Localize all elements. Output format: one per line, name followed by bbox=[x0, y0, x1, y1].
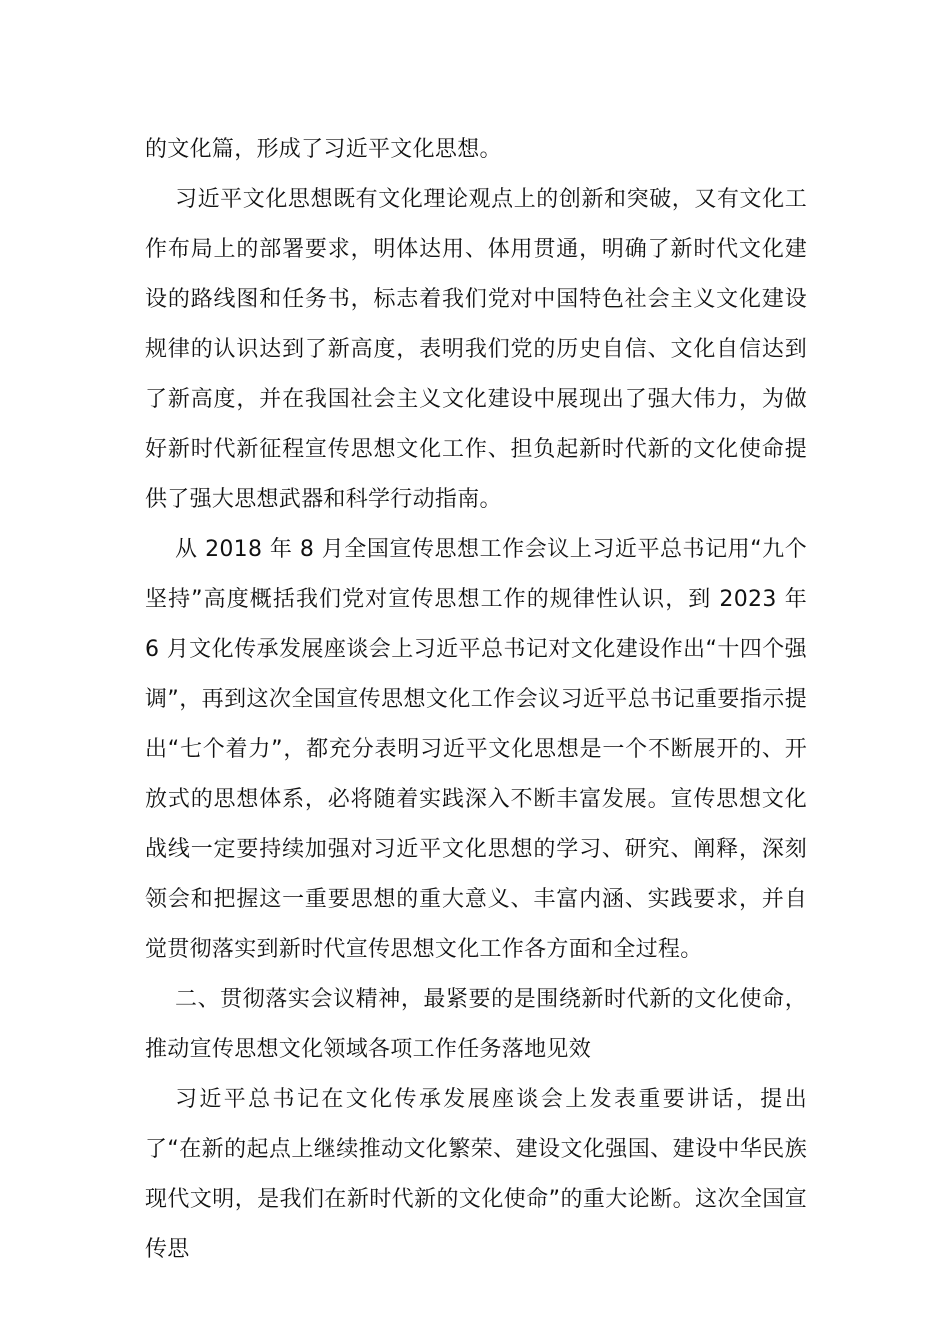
paragraph-development-history: 从 2018 年 8 月全国宣传思想工作会议上习近平总书记用“九个坚持”高度概括我们党对宣传思想工作的规律性认识，到 2023 年 6 月文化传承发展座谈会上习近平总书记对文化建设作出“十四个强调”，再到这次全国宣传思想文化工作会议习近平总书记重要指示提出“七个着力”，都充分表明习近平文化思想是一个不断展开的、开放式的思想体系，必将随着实践深入不断丰富发展。宣传思想文化战线一定要持续加强对习近平文化思想的学习、研究、阐释，深刻领会和把握这一重要思想的重大意义、丰富内涵、实践要求，并自觉贯彻落实到新时代宣传思想文化工作各方面和全过程。 bbox=[145, 537, 807, 962]
section-heading-two: 二、贯彻落实会议精神，最紧要的是围绕新时代新的文化使命，推动宣传思想文化领域各项工作任务落地见效 bbox=[145, 987, 807, 1062]
paragraph-cultural-mission: 习近平总书记在文化传承发展座谈会上发表重要讲话，提出了“在新的起点上继续推动文化繁荣、建设文化强国、建设中华民族现代文明，是我们在新时代新的文化使命”的重大论断。这次全国宣传思 bbox=[145, 1087, 807, 1262]
document-body bbox=[145, 125, 807, 1275]
paragraph-continuation: 的文化篇，形成了习近平文化思想。 bbox=[145, 137, 502, 162]
paragraph-cultural-thought: 习近平文化思想既有文化理论观点上的创新和突破，又有文化工作布局上的部署要求，明体达用、体用贯通，明确了新时代文化建设的路线图和任务书，标志着我们党对中国特色社会主义文化建设规律的认识达到了新高度，表明我们党的历史自信、文化自信达到了新高度，并在我国社会主义文化建设中展现出了强大伟力，为做好新时代新征程宣传思想文化工作、担负起新时代新的文化使命提供了强大思想武器和科学行动指南。 bbox=[145, 187, 807, 512]
